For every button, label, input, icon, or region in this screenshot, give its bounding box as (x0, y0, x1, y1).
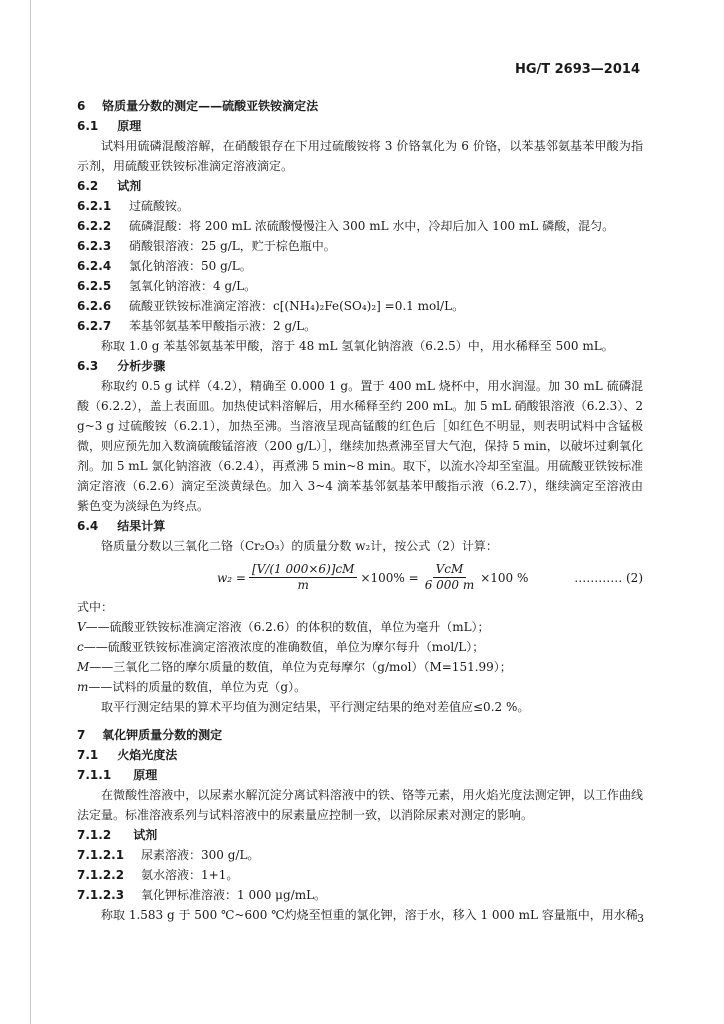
where-label: 式中： (77, 600, 114, 614)
variable-symbol: c (77, 640, 84, 654)
section-title: 铬质量分数的测定——硫酸亚铁铵滴定法 (102, 99, 319, 113)
section-title: 试剂 (117, 179, 142, 193)
item-text: 苯基邻氨基苯甲酸指示液：2 g/L。 (129, 319, 317, 333)
section-7-1-1-heading (77, 765, 643, 785)
standard-code: HG/T 2693—2014 (514, 62, 640, 77)
item-number: 7.1.2.3 (77, 888, 125, 902)
reagent-item (77, 885, 643, 905)
item-number: 6.2.2 (77, 219, 112, 233)
section-number: 7.1.2 (77, 828, 112, 842)
section-number: 6.4 (77, 519, 99, 533)
item-text: 氨水溶液：1+1。 (141, 868, 239, 882)
section-title: 试剂 (133, 828, 158, 842)
page-number: 3 (637, 912, 644, 925)
section-6-1-heading (77, 116, 643, 136)
formula-fraction-1 (249, 562, 358, 593)
item-text: 氯化钠溶液：50 g/L。 (129, 259, 252, 273)
reagent-item (77, 276, 643, 296)
reagent-item (77, 845, 643, 865)
item-text: 氧化钾标准溶液：1 000 μg/mL。 (141, 888, 327, 902)
section-title: 原理 (117, 119, 142, 133)
section-number: 6 (77, 99, 86, 113)
section-number: 7 (77, 728, 86, 742)
item-text: 硝酸银溶液：25 g/L，贮于棕色瓶中。 (129, 239, 336, 253)
section-number: 7.1 (77, 748, 99, 762)
section-title: 氧化钾质量分数的测定 (102, 728, 223, 742)
potassium-standard-note: 称取 1.583 g 于 500 ℃~600 ℃灼烧至恒重的氯化钾，溶于水，移入 1 000 mL 容量瓶中，用水稀 (101, 908, 638, 922)
formula-2 (77, 562, 643, 593)
variable-symbol: M (77, 660, 90, 674)
reagent-item (77, 316, 643, 336)
section-6-2-heading (77, 176, 643, 196)
reagent-item (77, 865, 643, 885)
indicator-preparation-note: 称取 1.0 g 苯基邻氨基苯甲酸，溶于 48 mL 氢氧化钠溶液（6.2.5）中，用水稀释至 500 mL。 (101, 339, 614, 353)
formula-middle: ×100% = (360, 570, 419, 585)
section-title: 结果计算 (117, 519, 166, 533)
section-title: 火焰光度法 (117, 748, 178, 762)
variable-description: ——试料的质量的数值，单位为克（g）。 (88, 680, 307, 694)
section-6-heading (77, 96, 643, 116)
calculation-intro: 铬质量分数以三氧化二铬（Cr₂O₃）的质量分数 w₂计，按公式（2）计算： (101, 539, 498, 553)
fraction-numerator: VcM (433, 562, 467, 578)
principle-text: 试料用硫磷混酸溶解，在硝酸银存在下用过硫酸铵将 3 价铬氧化为 6 价铬，以苯基邻氨基苯甲酸为指示剂，用硫酸亚铁铵标准滴定溶液滴定。 (77, 139, 643, 173)
item-number: 6.2.7 (77, 319, 112, 333)
item-text: 硫酸亚铁铵标准滴定溶液：c[(NH₄)₂Fe(SO₄)₂] =0.1 mol/L。 (129, 299, 465, 313)
fraction-denominator: 6 000 m (424, 578, 475, 592)
section-title: 原理 (133, 768, 158, 782)
fraction-numerator: [V/(1 000×6)]cM (249, 562, 358, 578)
section-7-1-heading (77, 745, 643, 765)
item-text: 氢氧化钠溶液：4 g/L。 (129, 279, 257, 293)
equation-number: ………… (2) (574, 570, 643, 585)
section-number: 6.3 (77, 359, 99, 373)
section-title: 分析步骤 (117, 359, 166, 373)
variable-symbol: V (77, 620, 86, 634)
variable-description: ——硫酸亚铁铵标准滴定溶液浓度的准确数值，单位为摩尔每升（mol/L）； (83, 640, 485, 654)
formula-fraction-2 (422, 562, 478, 593)
reagent-item (77, 216, 643, 236)
reagent-item (77, 256, 643, 276)
section-6-4-heading (77, 516, 643, 536)
variable-definition (77, 617, 643, 637)
item-text: 过硫酸铵。 (129, 199, 190, 213)
variable-symbol: m (77, 680, 89, 694)
section-7-heading (77, 725, 643, 745)
section-number: 7.1.1 (77, 768, 112, 782)
page-content (77, 96, 643, 925)
variable-definition (77, 657, 643, 677)
section-7-1-2-heading (77, 825, 643, 845)
procedure-text: 称取约 0.5 g 试样（4.2），精确至 0.000 1 g。置于 400 mL 烧杯中，用水润湿。加 30 mL 硫磷混酸（6.2.2），盖上表面皿。加热使试料溶解后，用水稀释至约 200 mL。加 5 mL 硝酸银溶液（6.2.3）、2 g~3 g 过硫酸铵（6.2.1），加热至沸。当溶液呈现高锰酸的红色后［如红色不明显，则表明试料中含锰极微，则应预先加入数滴硫酸锰溶液（200 g/L）］，继续加热煮沸至冒大气泡，保持 5 min，以破坏过剩氧化剂。加 5 mL 氯化钠溶液（6.2.4），再煮沸 5 min~8 min。取下，以流水冷却至室温。用硫酸亚铁铵标准滴定溶液（6.2.6）滴定至淡黄绿色。加入 3~4 滴苯基邻氨基苯甲酸指示液（6.2.7），继续滴定至溶液由紫色变为淡绿色为终点。 (77, 379, 643, 513)
item-number: 6.2.1 (77, 199, 112, 213)
reagent-item (77, 196, 643, 216)
reagent-item (77, 296, 643, 316)
variable-definition (77, 637, 643, 657)
item-number: 6.2.4 (77, 259, 112, 273)
item-number: 6.2.3 (77, 239, 112, 253)
formula-tail: ×100 % (480, 570, 529, 585)
item-number: 7.1.2.2 (77, 868, 125, 882)
variable-description: ——硫酸亚铁铵标准滴定溶液（6.2.6）的体积的数值，单位为毫升（mL）； (85, 620, 490, 634)
reagent-item (77, 236, 643, 256)
scan-edge-line (30, 0, 31, 1024)
item-text: 硫磷混酸：将 200 mL 浓硫酸慢慢注入 300 mL 水中，冷却后加入 100 mL 磷酸，混匀。 (129, 219, 615, 233)
section-number: 6.1 (77, 119, 99, 133)
flame-principle-text: 在微酸性溶液中，以尿素水解沉淀分离试料溶液中的铁、铬等元素，用火焰光度法测定钾，以工作曲线法定量。标准溶液系列与试料溶液中的尿素量应控制一致，以消除尿素对测定的影响。 (77, 788, 643, 822)
section-6-3-heading (77, 356, 643, 376)
item-number: 6.2.5 (77, 279, 112, 293)
item-number: 7.1.2.1 (77, 848, 125, 862)
result-statement: 取平行测定结果的算术平均值为测定结果，平行测定结果的绝对差值应≤0.2 %。 (101, 700, 530, 714)
section-number: 6.2 (77, 179, 99, 193)
fraction-denominator: m (297, 578, 309, 592)
item-number: 6.2.6 (77, 299, 112, 313)
variable-description: ——三氧化二铬的摩尔质量的数值，单位为克每摩尔（g/mol）（M=151.99）； (89, 660, 512, 674)
formula-lhs: w₂ = (217, 570, 246, 585)
variable-definition (77, 677, 643, 697)
item-text: 尿素溶液：300 g/L。 (141, 848, 260, 862)
